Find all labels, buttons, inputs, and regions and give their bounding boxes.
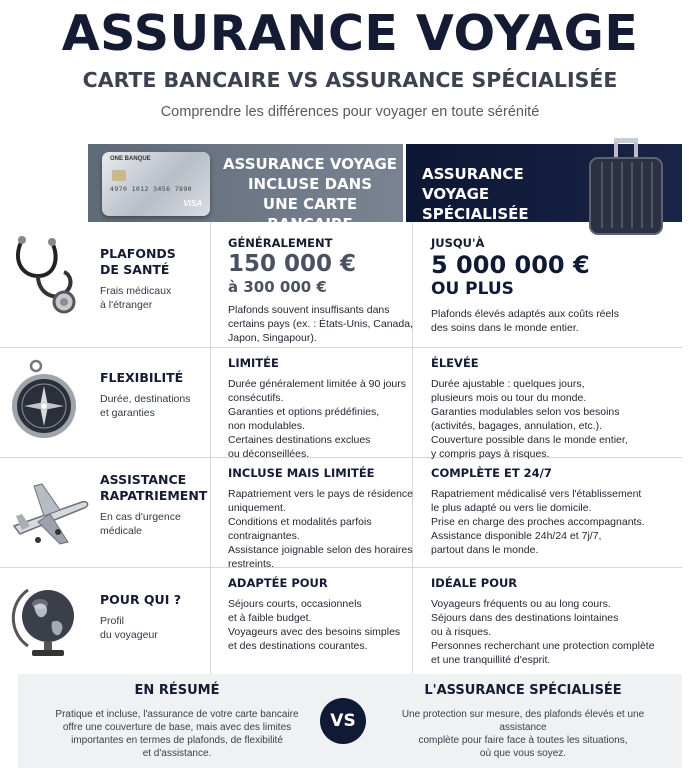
row-label: [100, 370, 205, 420]
row-title-line: POUR QUI ?: [100, 592, 181, 607]
text-line: et des destinations courantes.: [228, 640, 368, 652]
table-row: [0, 568, 682, 674]
row-subtitle-line: Profil: [100, 615, 124, 627]
row-title: [100, 246, 205, 278]
text-line: Japon, Singapour).: [228, 332, 317, 344]
text-line: Voyageurs fréquents ou au long cours.: [431, 598, 611, 610]
text-line: Garanties modulables selon vos besoins: [431, 406, 620, 418]
value-main: 150 000 €: [228, 251, 357, 277]
cell-heading: ADAPTÉE POUR: [228, 576, 328, 590]
text-line: Pratique et incluse, l'assurance de votre carte bancaire: [55, 709, 299, 720]
text-line: Conditions et modalités parfois: [228, 516, 372, 528]
value-main: 5 000 000 €: [431, 251, 590, 279]
summary-right-title: L'ASSURANCE SPÉCIALISÉE: [424, 683, 622, 698]
table-row: [0, 348, 682, 458]
row-subtitle-line: du voyageur: [100, 629, 158, 641]
page-tagline: Comprendre les différences pour voyager en toute sérénité: [160, 104, 540, 120]
text-line: Rapatriement vers le pays de résidence: [228, 488, 414, 500]
cell-heading: LIMITÉE: [228, 356, 279, 370]
value-secondary: OU PLUS: [431, 279, 514, 299]
text-line: importantes en termes de plafonds, de flexibilité: [71, 735, 283, 746]
text-line: plusieurs mois ou tour du monde.: [431, 392, 587, 404]
row-label: [100, 472, 208, 538]
table-row: [0, 458, 682, 568]
summary-right: [378, 682, 668, 760]
text-line: Garanties et options prédéfinies,: [228, 406, 380, 418]
cell-card: [228, 356, 413, 461]
row-title-line: FLEXIBILITÉ: [100, 370, 184, 385]
summary-left: [52, 682, 302, 760]
value-secondary: à 300 000 €: [228, 278, 327, 296]
text-line: le plus adapté ou vers lie domicile.: [431, 502, 592, 514]
vs-badge: VS: [320, 698, 366, 744]
row-title: [100, 370, 205, 386]
text-line: Durée généralement limitée à 90 jours: [228, 378, 407, 390]
cell-text: [228, 377, 413, 461]
stethoscope-icon: [8, 230, 92, 314]
label-line: INCLUSE DANS: [247, 175, 373, 193]
text-line: Assistance joignable selon des horaires: [228, 544, 413, 556]
cell-text: [228, 487, 413, 571]
card-brand: ONE BANQUE: [110, 156, 151, 162]
column-label-specialized: [422, 164, 582, 224]
row-subtitle-line: Frais médicaux: [100, 285, 172, 297]
column-header-card: [88, 144, 403, 233]
compass-icon: [8, 358, 92, 442]
card-network: VISA: [183, 199, 202, 208]
text-line: et d'assistance.: [142, 748, 212, 759]
text-line: ou déconseillées.: [228, 448, 310, 460]
label-line: ASSURANCE VOYAGE: [422, 165, 524, 203]
text-line: Personnes recherchant une protection complète: [431, 640, 655, 652]
text-line: y compris pays à risques.: [431, 448, 550, 460]
suitcase-icon: [576, 138, 676, 228]
cell-heading: ÉLEVÉE: [431, 356, 479, 370]
cell-heading: INCLUSE MAIS LIMITÉE: [228, 466, 375, 480]
cell-card: [228, 466, 413, 571]
text-line: consécutifs.: [228, 392, 284, 404]
row-title: [100, 592, 205, 608]
cell-specialized: [431, 466, 671, 557]
text-line: partout dans le monde.: [431, 544, 539, 556]
text-line: Une protection sur mesure, des plafonds élevés et une assistance: [401, 709, 645, 733]
text-line: Certaines destinations exclues: [228, 434, 371, 446]
cell-card: [228, 236, 413, 345]
globe-icon: [8, 576, 92, 660]
row-title-line: PLAFONDS: [100, 246, 176, 261]
label-line: SPÉCIALISÉE: [422, 205, 529, 223]
cell-card: [228, 576, 413, 653]
row-label: [100, 592, 205, 642]
page-title: ASSURANCE VOYAGE: [61, 5, 639, 62]
row-title-line: RAPATRIEMENT: [100, 488, 208, 503]
card-number: 4970 1012 3456 7890: [110, 185, 192, 193]
row-title-line: DE SANTÉ: [100, 262, 170, 277]
text-line: Prise en charge des proches accompagnants.: [431, 516, 645, 528]
text-line: et une tranquillité d'esprit.: [431, 654, 551, 666]
text-line: et à faible budget.: [228, 612, 312, 624]
summary-right-text: [378, 708, 668, 760]
text-line: restreints.: [228, 558, 275, 570]
page-subtitle: CARTE BANCAIRE VS ASSURANCE SPÉCIALISÉE: [82, 68, 618, 92]
text-line: (activités, bagages, annulation, etc.).: [431, 420, 603, 432]
row-subtitle-line: et garanties: [100, 407, 155, 419]
row-subtitle: [100, 510, 205, 538]
airplane-icon: [8, 472, 92, 556]
credit-card-icon: [102, 152, 210, 216]
text-line: Séjours dans des destinations lointaines: [431, 612, 619, 624]
text-line: complète pour faire face à toutes les situations,: [418, 735, 628, 746]
row-title: [100, 472, 208, 504]
text-line: Assistance disponible 24h/24 et 7j/7,: [431, 530, 602, 542]
cell-text: [431, 487, 671, 557]
label-line: UNE CARTE BANCAIRE: [262, 195, 358, 233]
cell-text: [431, 377, 671, 461]
text-line: Plafonds élevés adaptés aux coûts réels: [431, 308, 619, 320]
cell-specialized: [431, 576, 671, 667]
text-line: non modulables.: [228, 420, 306, 432]
summary-left-text: [52, 708, 302, 760]
cell-specialized: [431, 356, 671, 461]
text-line: où que vous soyez.: [479, 748, 567, 759]
text-line: certains pays (ex. : États-Unis, Canada,: [228, 318, 413, 330]
cell-heading: GÉNÉRALEMENT: [228, 236, 333, 250]
row-subtitle-line: à l'étranger: [100, 299, 153, 311]
row-title-line: ASSISTANCE: [100, 472, 187, 487]
cell-specialized: [431, 236, 671, 335]
text-line: contraignantes.: [228, 530, 300, 542]
row-subtitle-line: En cas d'urgence: [100, 511, 181, 523]
summary-left-title: EN RÉSUMÉ: [134, 683, 220, 698]
label-line: ASSURANCE VOYAGE: [222, 155, 398, 173]
text-line: Rapatriement médicalisé vers l'établissement: [431, 488, 642, 500]
cell-text: [431, 597, 671, 667]
table-row: [0, 222, 682, 348]
row-subtitle-line: Durée, destinations: [100, 393, 191, 405]
text-line: Plafonds souvent insuffisants dans: [228, 304, 390, 316]
text-line: Séjours courts, occasionnels: [228, 598, 362, 610]
card-chip: [112, 170, 126, 181]
cell-heading: COMPLÈTE ET 24/7: [431, 466, 552, 480]
column-header-specialized: [406, 144, 682, 222]
text-line: Couverture possible dans le monde entier,: [431, 434, 628, 446]
text-line: Durée ajustable : quelques jours,: [431, 378, 585, 390]
text-line: offre une couverture de base, mais avec des limites: [62, 722, 292, 733]
row-subtitle: [100, 284, 205, 312]
row-label: [100, 246, 205, 312]
cell-heading: IDÉALE POUR: [431, 576, 518, 590]
row-subtitle-line: médicale: [100, 525, 143, 537]
row-subtitle: [100, 392, 205, 420]
cell-heading: JUSQU'À: [431, 236, 485, 250]
summary-panel: [18, 674, 682, 768]
text-line: Voyageurs avec des besoins simples: [228, 626, 401, 638]
cell-text: [228, 303, 413, 345]
text-line: ou à risques.: [431, 626, 492, 638]
text-line: uniquement.: [228, 502, 286, 514]
row-subtitle: [100, 614, 205, 642]
text-line: des soins dans le monde entier.: [431, 322, 579, 334]
cell-text: [431, 307, 671, 335]
cell-text: [228, 597, 413, 653]
